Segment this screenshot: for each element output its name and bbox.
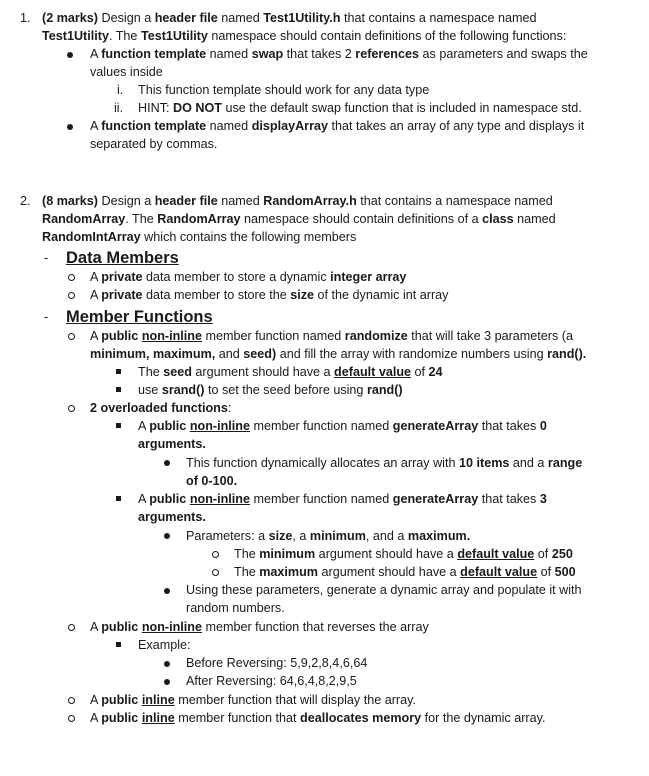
bullet-circle-icon: [68, 697, 75, 704]
bullet-dot-icon: [67, 52, 73, 58]
srand-line: use srand() to set the seed before using rand(): [138, 383, 403, 397]
bullet-circle-icon: [212, 569, 219, 576]
q1-sub-i: This function template should work for any data type: [138, 83, 430, 97]
bullet-circle-icon: [68, 333, 75, 340]
maximum-default-line: The maximum argument should have a default value of 500: [234, 565, 576, 579]
q1-display-line2: separated by commas.: [90, 137, 218, 151]
q1-number: 1.: [20, 11, 31, 25]
bullet-dot-icon: [164, 533, 170, 539]
using-params-line1: Using these parameters, generate a dynamic array and populate it with: [186, 583, 582, 597]
q1-swap-line2: values inside: [90, 65, 163, 79]
q1-sub-i-number: i.: [117, 83, 124, 97]
bullet-dot-icon: [164, 588, 170, 594]
q2-intro-line2: RandomArray. The RandomArray namespace should contain definitions of a class named: [42, 212, 556, 226]
parameters-line: Parameters: a size, a minimum, and a maximum.: [186, 529, 471, 543]
randomize-line1: A public non-inline member function named randomize that will take 3 parameters (a: [90, 329, 573, 343]
display-inline-line: A public inline member function that will display the array.: [90, 693, 416, 707]
bullet-square-icon: [116, 423, 121, 428]
example-label: Example:: [138, 638, 191, 652]
generate0-line2: arguments.: [138, 437, 206, 451]
before-reversing: Before Reversing: 5,9,2,8,4,6,64: [186, 656, 368, 670]
randomize-line2: minimum, maximum, and seed) and fill the array with randomize numbers using rand().: [90, 347, 587, 361]
q1-intro-line2: Test1Utility. The Test1Utility namespace should contain definitions of the following functions:: [42, 29, 567, 43]
bullet-circle-icon: [68, 274, 75, 281]
generate0-line1: A public non-inline member function named generateArray that takes 0: [138, 419, 547, 433]
q2-intro-line1: (8 marks) Design a header file named RandomArray.h that contains a namespace named: [42, 194, 553, 208]
bullet-circle-icon: [68, 624, 75, 631]
using-params-line2: random numbers.: [186, 601, 285, 615]
q2-intro-line3: RandomIntArray which contains the following members: [42, 230, 357, 244]
bullet-square-icon: [116, 387, 121, 392]
bullet-square-icon: [116, 369, 121, 374]
generate3-line2: arguments.: [138, 510, 206, 524]
dash-bullet: -: [44, 310, 49, 324]
q1-intro-line1: (2 marks) Design a header file named Test1Utility.h that contains a namespace named: [42, 11, 537, 25]
q2-number: 2.: [20, 194, 31, 208]
bullet-circle-icon: [212, 551, 219, 558]
bullet-circle-icon: [68, 715, 75, 722]
bullet-circle-icon: [68, 292, 75, 299]
generate0-detail-line2: of 0-100.: [186, 474, 238, 488]
data-member-array: A private data member to store a dynamic integer array: [90, 270, 407, 284]
member-functions-heading: Member Functions: [66, 308, 213, 326]
seed-default-line: The seed argument should have a default value of 24: [138, 365, 443, 379]
dash-bullet: -: [44, 251, 49, 265]
generate3-line1: A public non-inline member function named generateArray that takes 3: [138, 492, 547, 506]
q1-sub-ii-number: ii.: [114, 101, 124, 115]
bullet-dot-icon: [164, 679, 170, 685]
deallocate-line: A public inline member function that deallocates memory for the dynamic array.: [90, 711, 546, 725]
bullet-square-icon: [116, 642, 121, 647]
bullet-dot-icon: [164, 460, 170, 466]
bullet-dot-icon: [164, 661, 170, 667]
generate0-detail-line1: This function dynamically allocates an array with 10 items and a range: [186, 456, 583, 470]
data-member-size: A private data member to store the size of the dynamic int array: [90, 288, 449, 302]
data-members-heading: Data Members: [66, 249, 179, 267]
q1-sub-ii: HINT: DO NOT use the default swap function that is included in namespace std.: [138, 101, 582, 115]
q1-display-line1: A function template named displayArray that takes an array of any type and displays it: [90, 119, 585, 133]
overloaded-functions-line: 2 overloaded functions:: [90, 401, 232, 415]
bullet-square-icon: [116, 496, 121, 501]
bullet-circle-icon: [68, 405, 75, 412]
minimum-default-line: The minimum argument should have a default value of 250: [234, 547, 573, 561]
after-reversing: After Reversing: 64,6,4,8,2,9,5: [186, 674, 357, 688]
reverse-line: A public non-inline member function that reverses the array: [90, 620, 429, 634]
q1-swap-line1: A function template named swap that takes 2 references as parameters and swaps the: [90, 47, 588, 61]
bullet-dot-icon: [67, 124, 73, 130]
